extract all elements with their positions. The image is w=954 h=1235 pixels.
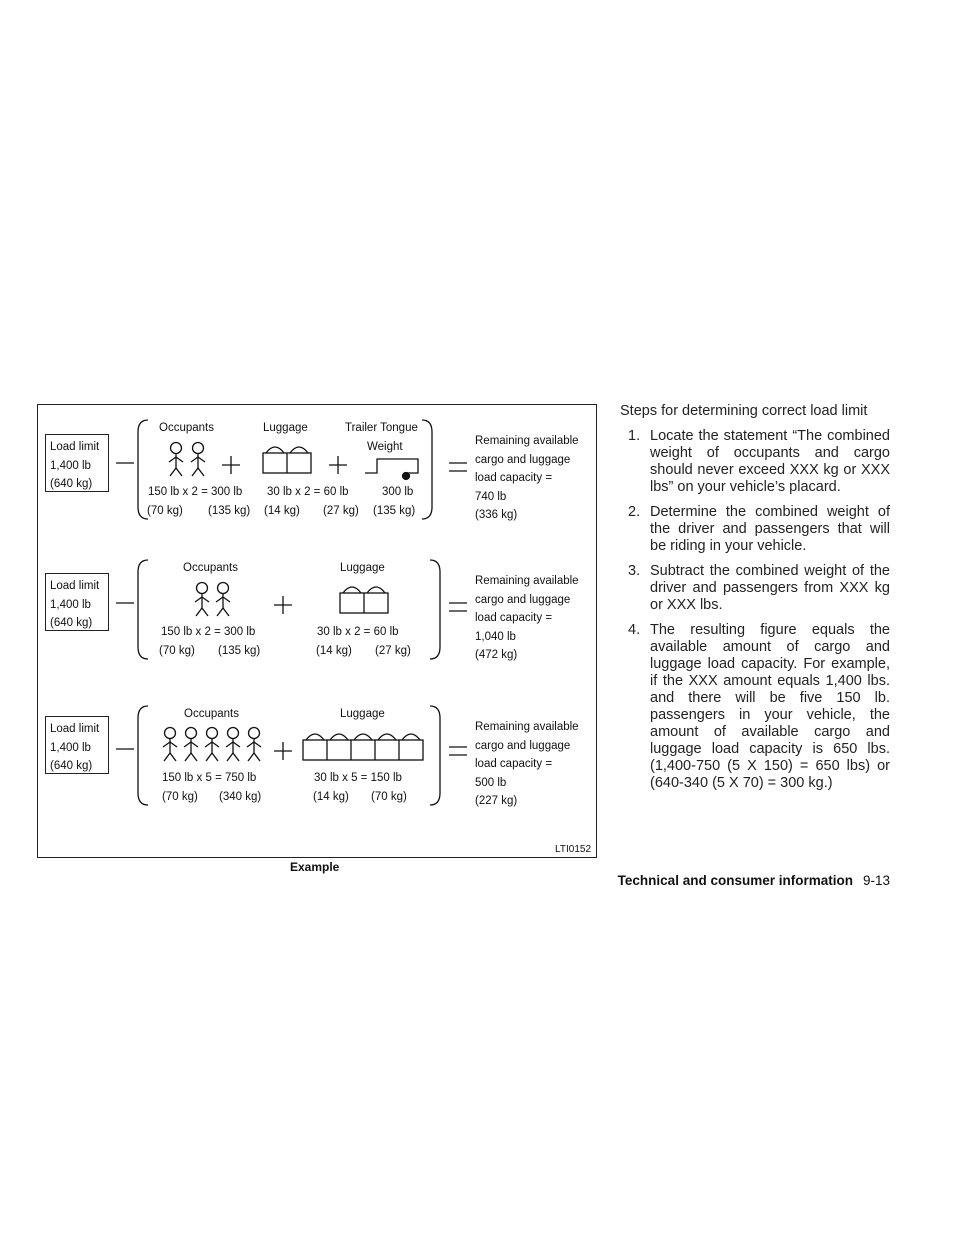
figure-caption: Example	[290, 860, 340, 874]
step-number: 2.	[628, 504, 641, 520]
occupants-calc: 150 lb x 2 = 300 lb	[148, 486, 243, 498]
remaining-lb: 500 lb	[475, 776, 507, 789]
remaining-line: load capacity =	[475, 472, 553, 484]
step-item	[620, 504, 890, 555]
load-limit-box	[45, 716, 109, 774]
load-limit-box	[45, 573, 109, 631]
page-number: 9-13	[862, 873, 890, 888]
trailer-kg: (135 kg)	[373, 505, 416, 517]
figure-code: LTI0152	[555, 844, 591, 855]
remaining-line: cargo and luggage	[475, 593, 571, 606]
stick-figure-icon	[205, 728, 219, 762]
trailer-tongue-icon	[365, 459, 418, 473]
step-item	[620, 622, 890, 792]
step-item	[620, 428, 890, 496]
luggage-kg-total: (27 kg)	[375, 645, 411, 657]
stick-figure-icon	[184, 728, 198, 762]
remaining-line: Remaining available	[475, 575, 579, 587]
luggage-handle	[378, 734, 396, 740]
load-limit-figure	[37, 404, 597, 858]
occupants-kg: (70 kg)	[159, 645, 195, 657]
steps-section	[620, 403, 890, 800]
load-limit-label: Load limit	[50, 580, 100, 592]
luggage-label: Luggage	[340, 708, 385, 720]
step-number: 3.	[628, 563, 641, 579]
step-number: 1.	[628, 428, 641, 444]
occupants-label: Occupants	[183, 562, 238, 574]
luggage-calc: 30 lb x 2 = 60 lb	[267, 486, 349, 498]
trailer-label-weight: Weight	[367, 441, 403, 453]
stick-figure-icon	[226, 728, 240, 762]
step-item	[620, 563, 890, 614]
hitch-ball-icon	[403, 473, 410, 480]
luggage-handle	[266, 447, 284, 453]
load-limit-box	[45, 434, 109, 492]
load-limit-lb: 1,400 lb	[50, 598, 91, 611]
luggage-handle	[402, 734, 420, 740]
remaining-line: cargo and luggage	[475, 739, 571, 752]
page-footer	[618, 873, 890, 888]
remaining-line: load capacity =	[475, 758, 553, 770]
luggage-label: Luggage	[263, 422, 308, 434]
remaining-line: Remaining available	[475, 721, 579, 733]
stick-figure-icon	[191, 443, 205, 477]
luggage-handle	[354, 734, 372, 740]
remaining-line: Remaining available	[475, 435, 579, 447]
load-limit-kg: (640 kg)	[50, 760, 93, 772]
luggage-handle	[343, 587, 361, 593]
right-bracket	[430, 560, 440, 659]
occupants-kg: (70 kg)	[147, 505, 183, 517]
remaining-lb: 1,040 lb	[475, 630, 516, 643]
luggage-handle	[306, 734, 324, 740]
occupants-calc: 150 lb x 5 = 750 lb	[162, 772, 257, 784]
stick-figure-icon	[216, 583, 230, 617]
luggage-icon	[303, 740, 423, 760]
occupants-kg-total: (135 kg)	[208, 505, 251, 517]
luggage-calc: 30 lb x 2 = 60 lb	[317, 626, 399, 638]
luggage-handle	[290, 447, 308, 453]
occupants-label: Occupants	[184, 708, 239, 720]
remaining-kg: (472 kg)	[475, 649, 518, 661]
luggage-kg: (14 kg)	[313, 791, 349, 803]
stick-figure-icon	[247, 728, 261, 762]
footer-section-title: Technical and consumer information	[617, 873, 853, 888]
remaining-capacity	[475, 718, 605, 811]
occupants-calc: 150 lb x 2 = 300 lb	[161, 626, 256, 638]
stick-figure-icon	[169, 443, 183, 477]
luggage-kg-total: (70 kg)	[371, 791, 407, 803]
steps-heading: Steps for determining correct load limit	[620, 403, 868, 419]
luggage-kg-total: (27 kg)	[323, 505, 359, 517]
trailer-calc: 300 lb	[382, 486, 414, 498]
remaining-kg: (336 kg)	[475, 509, 518, 521]
luggage-handle	[367, 587, 385, 593]
load-limit-lb: 1,400 lb	[50, 741, 91, 754]
trailer-label: Trailer Tongue	[345, 422, 418, 434]
remaining-capacity	[475, 432, 605, 525]
load-limit-kg: (640 kg)	[50, 478, 93, 490]
luggage-label: Luggage	[340, 562, 385, 574]
right-bracket	[430, 706, 440, 805]
load-limit-label: Load limit	[50, 441, 100, 453]
load-limit-label: Load limit	[50, 723, 100, 735]
remaining-line: cargo and luggage	[475, 453, 571, 466]
remaining-lb: 740 lb	[475, 490, 507, 503]
right-bracket	[422, 420, 432, 519]
left-bracket	[138, 706, 148, 805]
load-limit-lb: 1,400 lb	[50, 459, 91, 472]
stick-figure-icon	[163, 728, 177, 762]
occupants-kg: (70 kg)	[162, 791, 198, 803]
luggage-calc: 30 lb x 5 = 150 lb	[314, 772, 402, 784]
remaining-kg: (227 kg)	[475, 795, 518, 807]
step-number: 4.	[628, 622, 641, 638]
occupants-label: Occupants	[159, 422, 214, 434]
remaining-capacity	[475, 572, 605, 665]
remaining-line: load capacity =	[475, 612, 553, 624]
load-limit-kg: (640 kg)	[50, 617, 93, 629]
step-text: Determine the combined weight of the driver and passengers that will be riding in your vehicle.	[650, 504, 890, 554]
luggage-kg: (14 kg)	[316, 645, 352, 657]
luggage-handle	[330, 734, 348, 740]
step-text: Subtract the combined weight of the driver and passengers from XXX kg or XXX lbs.	[650, 563, 890, 613]
stick-figure-icon	[195, 583, 209, 617]
occupants-kg-total: (340 kg)	[219, 791, 262, 803]
step-text: The resulting figure equals the available amount of cargo and luggage load capacity. For example, if the XXX amount equals 1,400 lbs. and there will be five 150 lb. passengers in your vehicle, the amount of available cargo and luggage load capacity is 650 lbs. (1,400-750 (5 X 150) = 650 lbs) or (640-340 (5 X 70) = 300 kg.)	[650, 622, 890, 791]
luggage-kg: (14 kg)	[264, 505, 300, 517]
steps-list	[620, 428, 890, 792]
left-bracket	[138, 560, 148, 659]
occupants-kg-total: (135 kg)	[218, 645, 261, 657]
step-text: Locate the statement “The combined weight of occupants and cargo should never exceed XXX kg or XXX lbs” on your vehicle’s placard.	[650, 428, 890, 495]
